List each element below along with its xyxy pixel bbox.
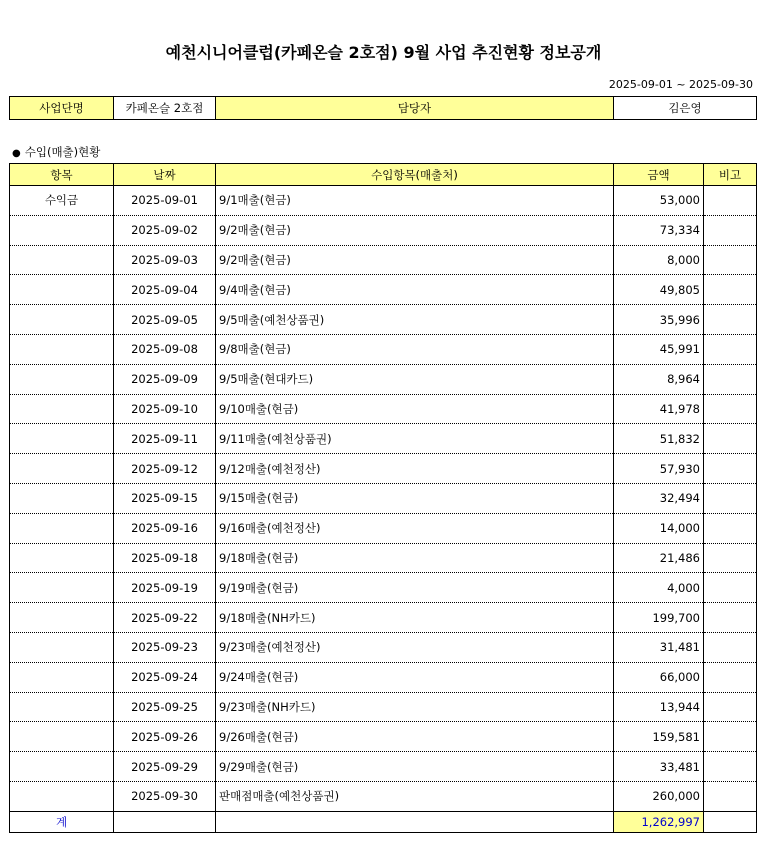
period-range: 2025-09-01 ~ 2025-09-30 [608, 78, 753, 91]
cell-item [10, 364, 114, 394]
cell-desc: 9/8매출(현금) [216, 334, 614, 364]
cell-item [10, 543, 114, 573]
table-row [10, 603, 757, 633]
cell-amount: 4,000 [614, 573, 704, 603]
table-row [10, 781, 757, 811]
table-row [10, 513, 757, 543]
cell-date: 2025-09-11 [114, 424, 216, 454]
cell-amount: 51,832 [614, 424, 704, 454]
cell-amount: 159,581 [614, 722, 704, 752]
cell-amount: 45,991 [614, 334, 704, 364]
cell-note [704, 394, 757, 424]
cell-date: 2025-09-10 [114, 394, 216, 424]
cell-item [10, 722, 114, 752]
cell-date: 2025-09-05 [114, 305, 216, 335]
cell-item: 수익금 [10, 186, 114, 216]
table-row [10, 632, 757, 662]
cell-item [10, 454, 114, 484]
cell-item [10, 573, 114, 603]
cell-amount: 73,334 [614, 215, 704, 245]
cell-date: 2025-09-30 [114, 781, 216, 811]
table-row [10, 275, 757, 305]
cell-item [10, 394, 114, 424]
table-row [10, 186, 757, 216]
cell-note [704, 215, 757, 245]
cell-desc: 9/23매출(예천정산) [216, 632, 614, 662]
cell-note [704, 603, 757, 633]
cell-desc: 9/2매출(현금) [216, 245, 614, 275]
cell-note [704, 483, 757, 513]
cell-desc: 9/2매출(현금) [216, 215, 614, 245]
table-row [10, 245, 757, 275]
table-row [10, 692, 757, 722]
cell-desc: 9/16매출(예천정산) [216, 513, 614, 543]
cell-date: 2025-09-12 [114, 454, 216, 484]
manager-label: 담당자 [216, 97, 614, 120]
cell-item [10, 424, 114, 454]
cell-date: 2025-09-02 [114, 215, 216, 245]
cell-date: 2025-09-15 [114, 483, 216, 513]
cell-amount: 35,996 [614, 305, 704, 335]
cell-amount: 14,000 [614, 513, 704, 543]
cell-note [704, 632, 757, 662]
table-row [10, 215, 757, 245]
header-item: 항목 [10, 164, 114, 186]
cell-amount: 57,930 [614, 454, 704, 484]
cell-date: 2025-09-03 [114, 245, 216, 275]
cell-item [10, 632, 114, 662]
cell-amount: 260,000 [614, 781, 704, 811]
cell-date: 2025-09-16 [114, 513, 216, 543]
total-empty-desc [216, 811, 614, 832]
cell-date: 2025-09-25 [114, 692, 216, 722]
business-label: 사업단명 [10, 97, 114, 120]
table-row [10, 573, 757, 603]
cell-desc: 9/12매출(예천정산) [216, 454, 614, 484]
cell-desc: 9/23매출(NH카드) [216, 692, 614, 722]
cell-note [704, 186, 757, 216]
cell-date: 2025-09-24 [114, 662, 216, 692]
cell-note [704, 245, 757, 275]
cell-note [704, 692, 757, 722]
table-row [10, 662, 757, 692]
cell-item [10, 334, 114, 364]
bullet-icon: ● [12, 148, 21, 159]
table-row [10, 454, 757, 484]
cell-amount: 41,978 [614, 394, 704, 424]
cell-amount: 21,486 [614, 543, 704, 573]
header-amount: 금액 [614, 164, 704, 186]
cell-amount: 199,700 [614, 603, 704, 633]
cell-item [10, 215, 114, 245]
table-row [10, 752, 757, 782]
business-value: 카페온슬 2호점 [114, 97, 216, 120]
table-row [10, 483, 757, 513]
header-note: 비고 [704, 164, 757, 186]
header-date: 날짜 [114, 164, 216, 186]
cell-desc: 9/24매출(현금) [216, 662, 614, 692]
cell-desc: 9/5매출(예천상품권) [216, 305, 614, 335]
cell-amount: 13,944 [614, 692, 704, 722]
cell-note [704, 752, 757, 782]
header-desc: 수입항목(매출처) [216, 164, 614, 186]
cell-note [704, 424, 757, 454]
page-title: 예천시니어클럽(카페온슬 2호점) 9월 사업 추진현황 정보공개 [165, 43, 602, 62]
cell-date: 2025-09-22 [114, 603, 216, 633]
cell-desc: 9/4매출(현금) [216, 275, 614, 305]
cell-desc: 9/1매출(현금) [216, 186, 614, 216]
table-row [10, 722, 757, 752]
total-amount: 1,262,997 [614, 811, 704, 832]
cell-desc: 9/15매출(현금) [216, 483, 614, 513]
cell-amount: 33,481 [614, 752, 704, 782]
cell-date: 2025-09-19 [114, 573, 216, 603]
cell-date: 2025-09-09 [114, 364, 216, 394]
total-label: 계 [10, 811, 114, 832]
section-title-text: 수입(매출)현황 [24, 145, 101, 159]
cell-item [10, 245, 114, 275]
cell-date: 2025-09-04 [114, 275, 216, 305]
cell-amount: 8,964 [614, 364, 704, 394]
table-row [10, 305, 757, 335]
cell-date: 2025-09-08 [114, 334, 216, 364]
cell-desc: 9/18매출(현금) [216, 543, 614, 573]
cell-note [704, 722, 757, 752]
cell-item [10, 781, 114, 811]
cell-date: 2025-09-29 [114, 752, 216, 782]
cell-desc: 9/19매출(현금) [216, 573, 614, 603]
info-table [9, 96, 757, 120]
cell-amount: 32,494 [614, 483, 704, 513]
cell-item [10, 662, 114, 692]
cell-item [10, 483, 114, 513]
cell-desc: 9/10매출(현금) [216, 394, 614, 424]
cell-note [704, 364, 757, 394]
cell-desc: 9/29매출(현금) [216, 752, 614, 782]
cell-note [704, 275, 757, 305]
manager-value: 김은영 [614, 97, 757, 120]
cell-note [704, 454, 757, 484]
cell-amount: 66,000 [614, 662, 704, 692]
cell-desc: 9/18매출(NH카드) [216, 603, 614, 633]
total-empty-note [704, 811, 757, 832]
cell-amount: 8,000 [614, 245, 704, 275]
cell-desc: 9/11매출(예천상품권) [216, 424, 614, 454]
cell-item [10, 752, 114, 782]
section-title [12, 144, 100, 160]
cell-desc: 9/26매출(현금) [216, 722, 614, 752]
cell-note [704, 781, 757, 811]
cell-item [10, 275, 114, 305]
cell-note [704, 573, 757, 603]
cell-note [704, 305, 757, 335]
cell-item [10, 513, 114, 543]
cell-note [704, 334, 757, 364]
cell-desc: 9/5매출(현대카드) [216, 364, 614, 394]
cell-note [704, 543, 757, 573]
table-row [10, 334, 757, 364]
cell-amount: 31,481 [614, 632, 704, 662]
table-row [10, 424, 757, 454]
cell-note [704, 662, 757, 692]
table-row [10, 364, 757, 394]
cell-date: 2025-09-26 [114, 722, 216, 752]
cell-desc: 판매점매출(예천상품권) [216, 781, 614, 811]
table-header-row [10, 164, 757, 186]
table-row [10, 543, 757, 573]
cell-amount: 53,000 [614, 186, 704, 216]
total-row [10, 811, 757, 832]
total-empty-date [114, 811, 216, 832]
cell-item [10, 305, 114, 335]
cell-amount: 49,805 [614, 275, 704, 305]
cell-date: 2025-09-18 [114, 543, 216, 573]
revenue-table [9, 163, 757, 833]
cell-date: 2025-09-23 [114, 632, 216, 662]
table-row [10, 394, 757, 424]
cell-note [704, 513, 757, 543]
cell-item [10, 603, 114, 633]
cell-date: 2025-09-01 [114, 186, 216, 216]
cell-item [10, 692, 114, 722]
